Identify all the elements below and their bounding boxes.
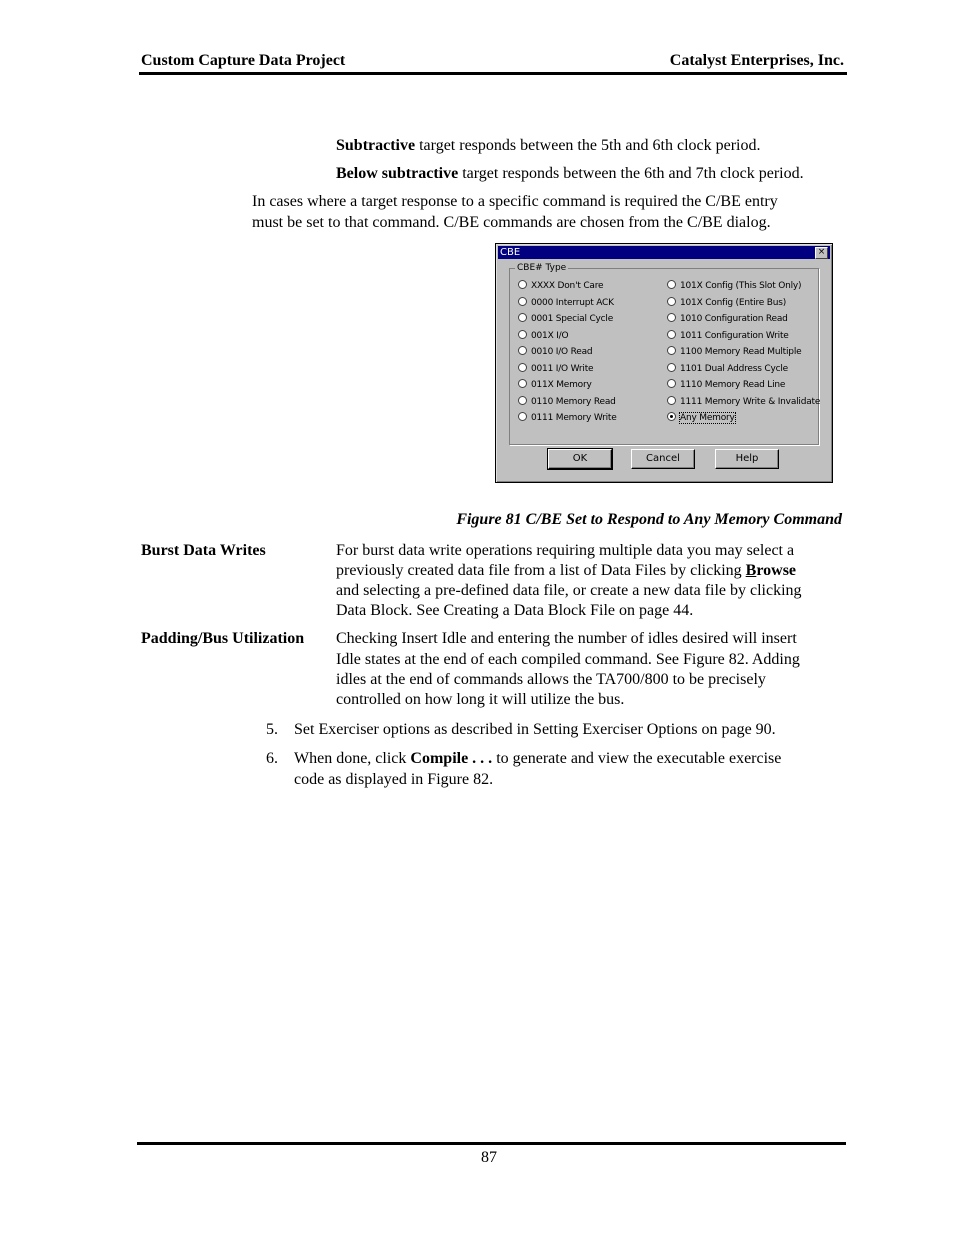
radio-option[interactable]: 101X Config (This Slot Only) xyxy=(667,280,801,292)
below-subtractive-text: target responds between the 6th and 7th clock period. xyxy=(458,165,804,182)
group-label: CBE# Type xyxy=(517,263,567,273)
step-5-number: 5. xyxy=(266,721,278,738)
dialog-titlebar xyxy=(498,246,830,259)
radio-icon xyxy=(667,396,676,405)
radio-icon xyxy=(518,412,527,421)
radio-option[interactable]: 0111 Memory Write xyxy=(518,412,617,424)
help-button[interactable]: Help xyxy=(715,449,779,469)
radio-icon xyxy=(667,363,676,372)
radio-selected-icon xyxy=(667,412,676,421)
radio-icon xyxy=(667,379,676,388)
radio-icon xyxy=(518,280,527,289)
burst-line-4: Data Block. See Creating a Data Block File on page 44. xyxy=(336,602,694,619)
term-burst-data-writes: Burst Data Writes xyxy=(141,542,266,559)
padding-line-2: Idle states at the end of each compiled command. See Figure 82. Adding xyxy=(336,651,800,668)
radio-icon xyxy=(518,313,527,322)
step-6-text: When done, click Compile . . . to generate and view the executable exercise xyxy=(294,750,782,767)
radio-option[interactable]: 001X I/O xyxy=(518,330,568,342)
cbe-type-group xyxy=(509,263,821,445)
burst-line-1: For burst data write operations requiring multiple data you may select a xyxy=(336,542,795,559)
cancel-button[interactable]: Cancel xyxy=(631,449,695,469)
header-left: Custom Capture Data Project xyxy=(141,52,346,69)
radio-icon xyxy=(667,297,676,306)
burst-line-3: and selecting a pre-defined data file, or create a new data file by clicking xyxy=(336,582,802,599)
page-number: 87 xyxy=(481,1149,497,1166)
radio-option[interactable]: 0011 I/O Write xyxy=(518,363,593,375)
radio-icon xyxy=(518,330,527,339)
close-icon[interactable]: × xyxy=(815,247,828,259)
below-subtractive-line xyxy=(336,164,804,184)
header-rule xyxy=(139,72,847,75)
subtractive-text: target responds between the 5th and 6th clock period. xyxy=(415,137,761,154)
para-line-1: In cases where a target response to a specific command is required the C/BE entry xyxy=(252,193,778,210)
compile-label: Compile . . . xyxy=(410,750,493,767)
radio-option[interactable]: 101X Config (Entire Bus) xyxy=(667,297,786,309)
radio-icon xyxy=(667,330,676,339)
radio-icon xyxy=(518,346,527,355)
radio-icon xyxy=(518,297,527,306)
footer-rule xyxy=(137,1142,846,1145)
radio-option[interactable]: 0000 Interrupt ACK xyxy=(518,297,614,309)
radio-option[interactable]: 0010 I/O Read xyxy=(518,346,592,358)
subtractive-line xyxy=(336,136,761,156)
radio-option[interactable]: 1110 Memory Read Line xyxy=(667,379,785,391)
radio-option[interactable]: 1111 Memory Write & Invalidate xyxy=(667,396,820,408)
radio-option[interactable]: XXXX Don't Care xyxy=(518,280,603,292)
radio-icon xyxy=(667,313,676,322)
radio-icon xyxy=(518,379,527,388)
radio-option[interactable]: 011X Memory xyxy=(518,379,592,391)
step-5-text: Set Exerciser options as described in Setting Exerciser Options on page 90. xyxy=(294,721,776,738)
padding-line-3: idles at the end of commands allows the TA700/800 to be precisely xyxy=(336,671,766,688)
radio-option[interactable]: 1011 Configuration Write xyxy=(667,330,789,342)
padding-line-4: controlled on how long it will utilize the bus. xyxy=(336,691,625,708)
figure-caption: Figure 81 C/BE Set to Respond to Any Memory Command xyxy=(456,511,842,528)
radio-option[interactable]: 0001 Special Cycle xyxy=(518,313,613,325)
ok-button[interactable]: OK xyxy=(548,449,612,469)
step-6-text-line2: code as displayed in Figure 82. xyxy=(294,771,494,788)
radio-icon xyxy=(518,363,527,372)
step-6-number: 6. xyxy=(266,750,278,767)
radio-option-selected[interactable]: Any Memory xyxy=(667,412,735,424)
radio-option[interactable]: 0110 Memory Read xyxy=(518,396,616,408)
radio-option[interactable]: 1100 Memory Read Multiple xyxy=(667,346,801,358)
burst-line-2: previously created data file from a list of Data Files by clicking Browse xyxy=(336,562,797,579)
subtractive-term: Subtractive xyxy=(336,137,416,154)
padding-line-1: Checking Insert Idle and entering the number of idles desired will insert xyxy=(336,630,797,647)
browse-link[interactable]: Browse xyxy=(745,562,797,579)
radio-option[interactable]: 1101 Dual Address Cycle xyxy=(667,363,788,375)
below-subtractive-term: Below subtractive xyxy=(336,165,459,182)
header-right: Catalyst Enterprises, Inc. xyxy=(669,52,844,69)
radio-icon xyxy=(667,346,676,355)
cbe-dialog xyxy=(495,243,833,483)
para-line-2: must be set to that command. C/BE commands are chosen from the C/BE dialog. xyxy=(252,214,771,231)
dialog-title: CBE xyxy=(500,247,521,258)
radio-option[interactable]: 1010 Configuration Read xyxy=(667,313,788,325)
radio-icon xyxy=(667,280,676,289)
radio-icon xyxy=(518,396,527,405)
term-padding-bus-utilization: Padding/Bus Utilization xyxy=(141,630,305,647)
